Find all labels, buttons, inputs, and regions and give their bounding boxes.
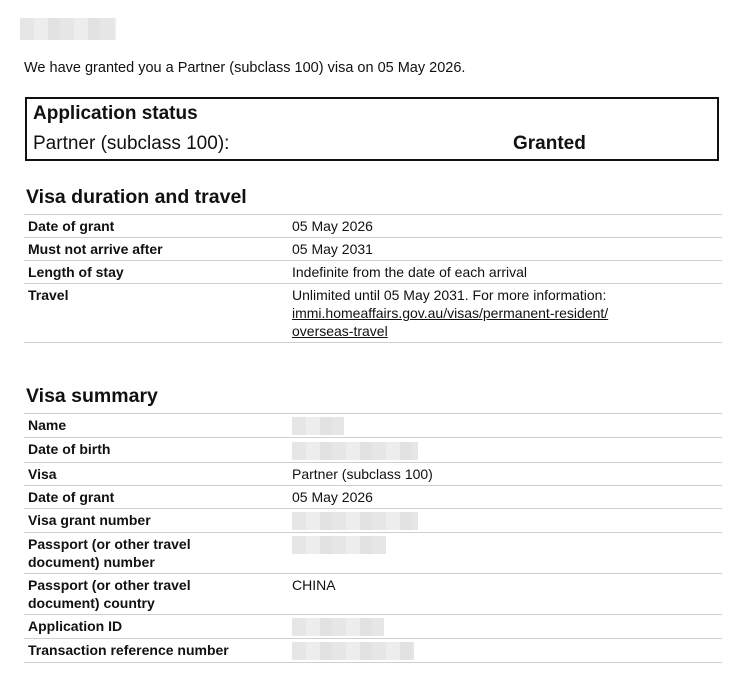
passport-country-value: CHINA [284,573,722,614]
travel-link-line1: immi.homeaffairs.gov.au/visas/permanent-resident/ [292,305,609,321]
table-row [24,639,722,663]
redacted-header [20,18,116,40]
application-status-title: Application status [33,103,198,124]
travel-link-line2: overseas-travel [292,323,388,339]
redacted-transaction-reference [292,642,414,660]
transaction-reference-label: Transaction reference number [24,639,284,663]
table-row [24,284,722,343]
table-row [24,532,722,573]
summary-date-of-grant-label: Date of grant [24,485,284,508]
table-row [24,573,722,614]
date-of-grant-label: Date of grant [24,215,284,238]
redacted-date-of-birth [292,442,418,460]
travel-value [284,284,722,343]
passport-country-label-line2: document) country [28,594,155,611]
table-row [24,238,722,261]
grant-intro-text: We have granted you a Partner (subclass 100) visa on 05 May 2026. [24,60,466,76]
summary-date-of-grant-value: 05 May 2026 [284,485,722,508]
visa-summary-title: Visa summary [26,385,158,407]
redacted-visa-grant-number [292,512,418,530]
passport-country-label-line1: Passport (or other travel [28,576,191,593]
table-row [24,614,722,638]
visa-duration-table [24,214,722,343]
travel-label: Travel [24,284,284,343]
visa-grant-number-label: Visa grant number [24,508,284,532]
table-row [24,215,722,238]
travel-info-link[interactable] [292,305,608,339]
visa-label: Visa [24,462,284,485]
redacted-application-id [292,618,384,636]
length-of-stay-label: Length of stay [24,261,284,284]
redacted-name [292,417,344,435]
application-status-value: Granted [513,133,586,154]
date-of-birth-label: Date of birth [24,438,284,462]
visa-summary-table [24,413,722,663]
must-not-arrive-label: Must not arrive after [24,238,284,261]
application-status-box [25,97,719,161]
redacted-passport-number [292,536,386,554]
length-of-stay-value: Indefinite from the date of each arrival [284,261,722,284]
table-row [24,462,722,485]
passport-number-label-line1: Passport (or other travel [28,535,191,552]
date-of-grant-value: 05 May 2026 [284,215,722,238]
table-row [24,414,722,438]
application-id-label: Application ID [24,614,284,638]
table-row [24,261,722,284]
visa-duration-title: Visa duration and travel [26,186,247,208]
visa-value: Partner (subclass 100) [284,462,722,485]
application-status-label: Partner (subclass 100): [33,133,230,154]
travel-text: Unlimited until 05 May 2031. For more information: [292,287,607,303]
table-row [24,485,722,508]
passport-number-label-line2: document) number [28,553,155,570]
name-label: Name [24,414,284,438]
table-row [24,438,722,462]
must-not-arrive-value: 05 May 2031 [284,238,722,261]
table-row [24,508,722,532]
